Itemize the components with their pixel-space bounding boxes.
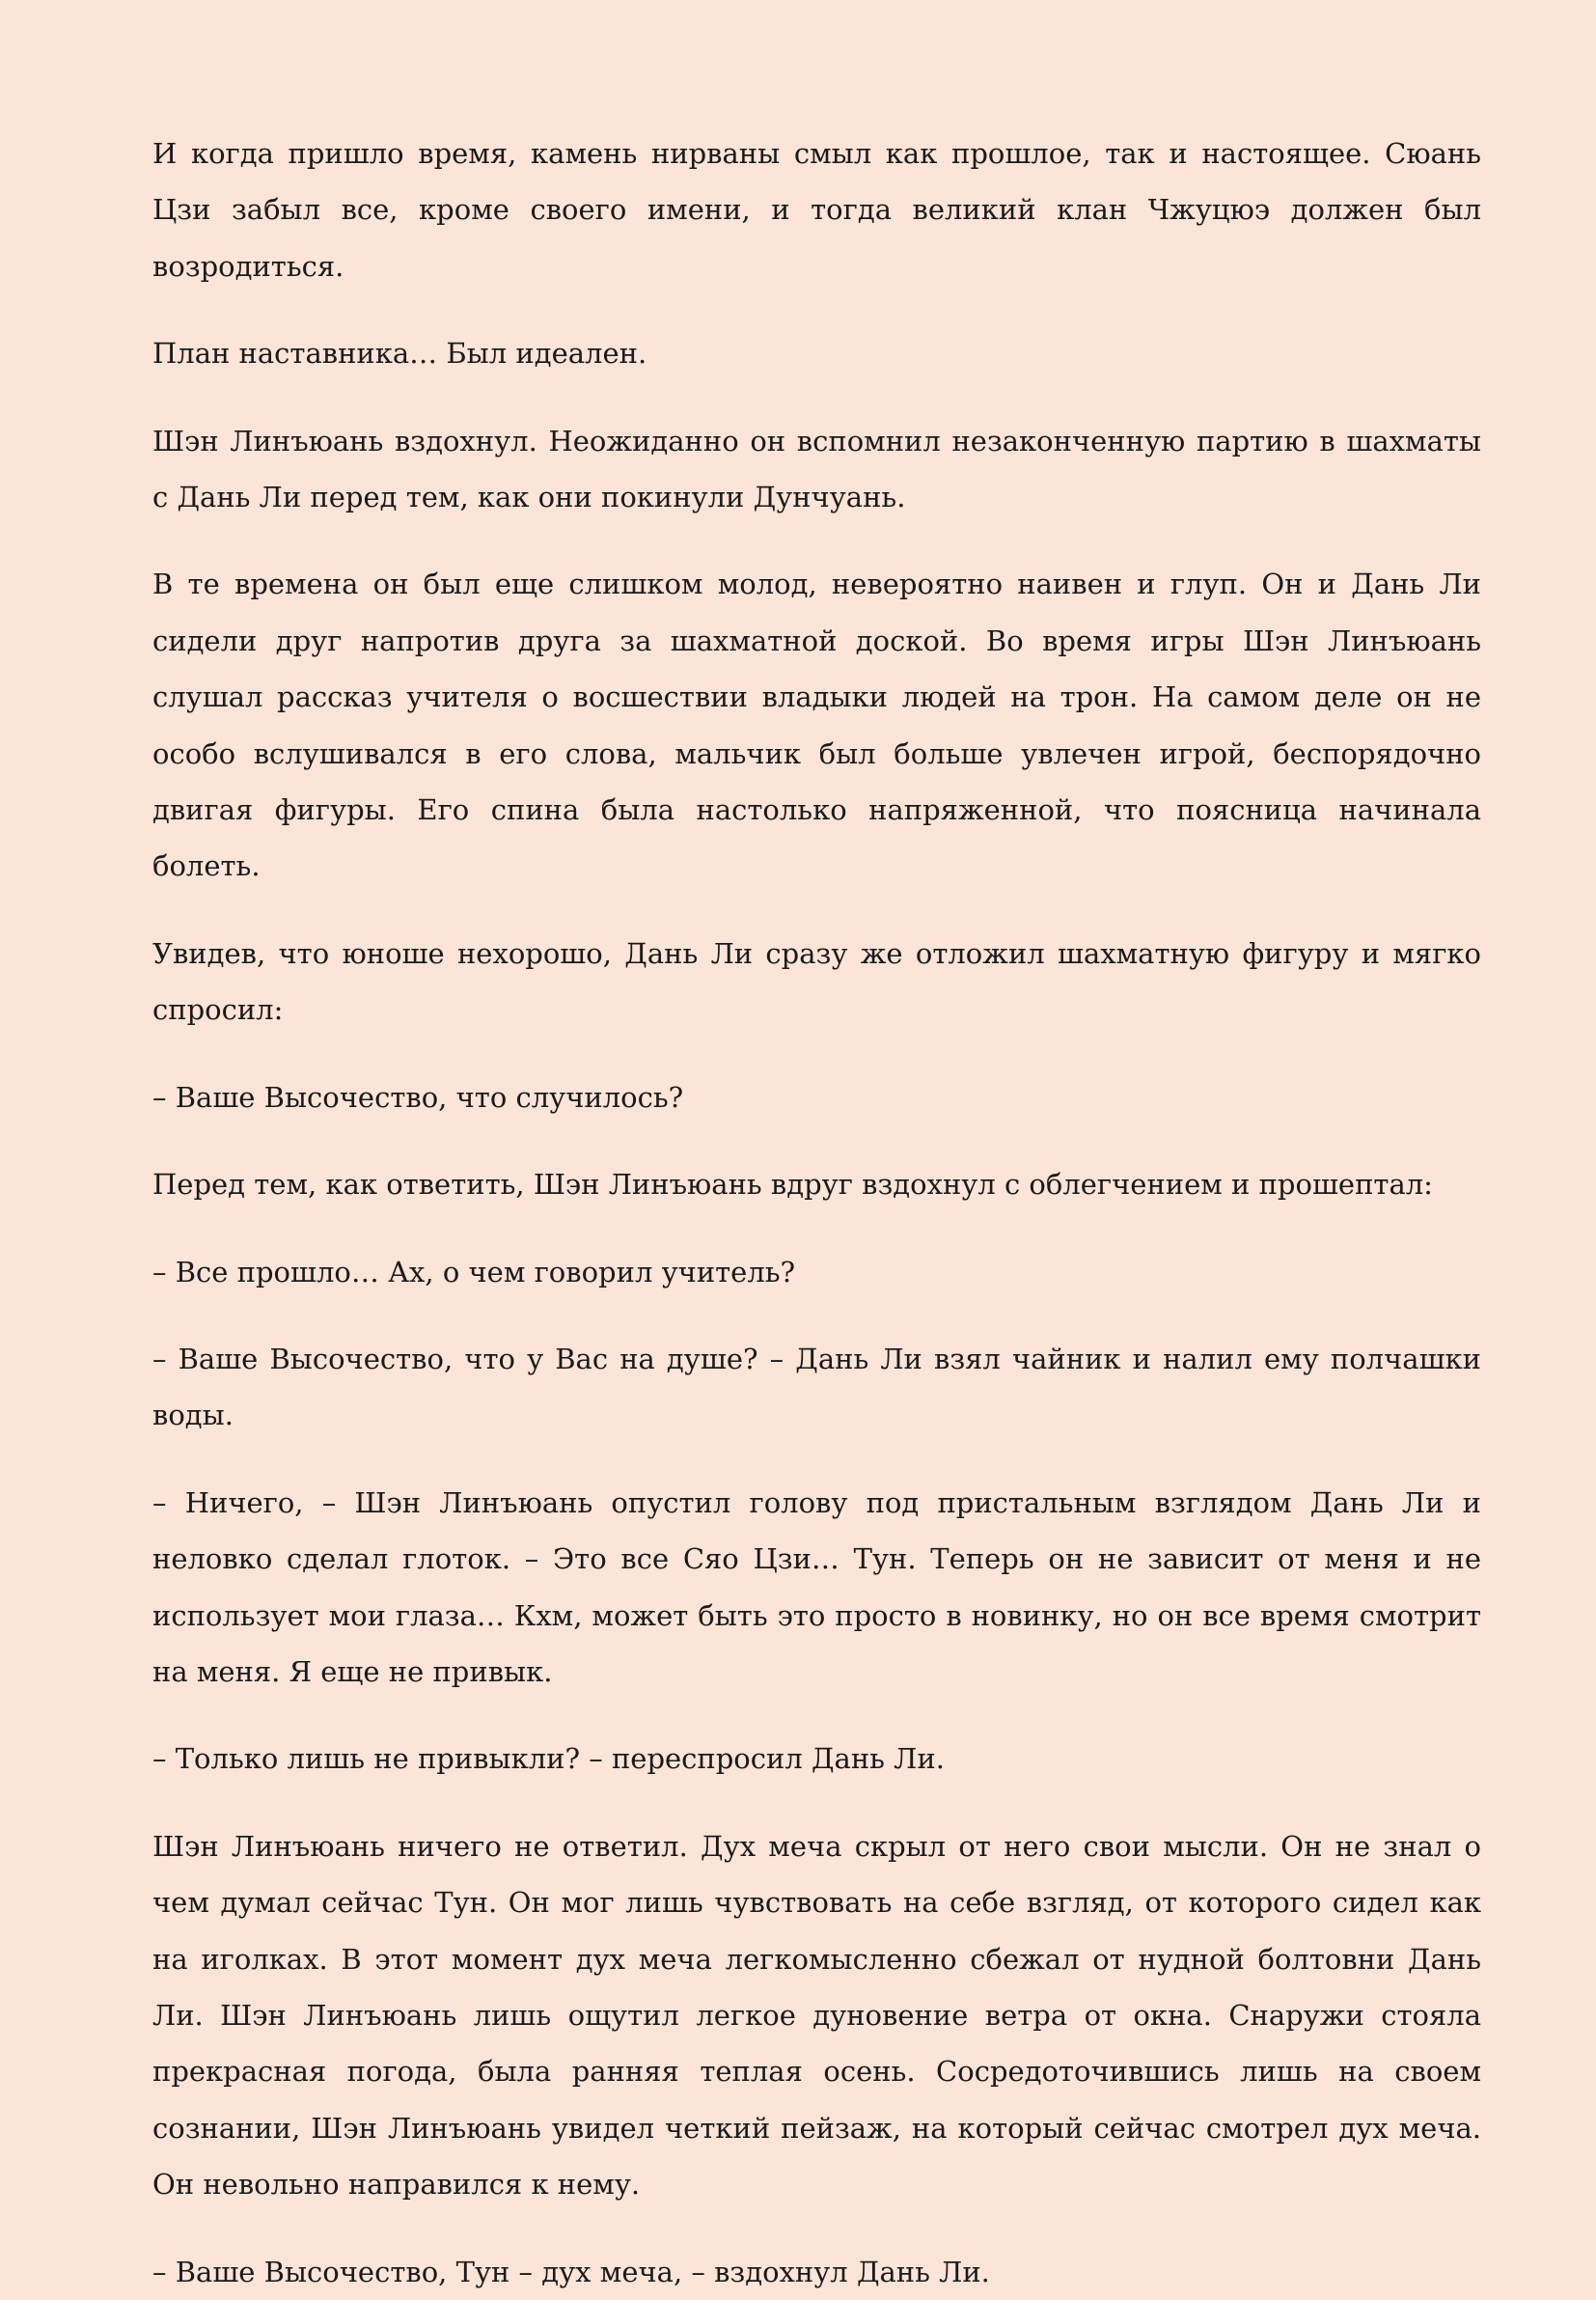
paragraph: – Ваше Высочество, что у Вас на душе? – Дань Ли взял чайник и налил ему полчашки воды.	[152, 1342, 1481, 1432]
paragraph: – Все прошло… Ах, о чем говорил учитель?	[152, 1255, 796, 1289]
paragraph: – Ваше Высочество, Тун – дух меча, – вздохнул Дань Ли.	[152, 2255, 990, 2288]
paragraph: – Только лишь не привыкли? – переспросил Дань Ли.	[152, 1742, 945, 1776]
paragraph: Шэн Линъюань ничего не ответил. Дух меча скрыл от него свои мысли. Он не знал о чем думал сейчас Тун. Он мог лишь чувствовать на себе взгляд, от которого сидел как на иголках. В этот момент дух меча легкомысленно сбежал от нудной болтовни Дань Ли. Шэн Линъюань лишь ощутил легкое дуновение ветра от окна. Снаружи стояла прекрасная погода, была ранняя теплая осень. Сосредоточившись лишь на своем сознании, Шэн Линъюань увидел четкий пейзаж, на который сейчас смотрел дух меча. Он невольно направился к нему.	[152, 1829, 1481, 2202]
paragraph: И когда пришло время, камень нирваны смыл как прошлое, так и настоящее. Сюань Цзи забыл все, кроме своего имени, и тогда великий клан Чжуцюэ должен был возродиться.	[152, 137, 1481, 283]
document-body	[152, 125, 1481, 2300]
paragraph: – Ничего, – Шэн Линъюань опустил голову под пристальным взглядом Дань Ли и неловко сделал глоток. – Это все Сяо Цзи… Тун. Теперь он не зависит от меня и не использует мои глаза… Кхм, может быть это просто в новинку, но он все время смотрит на меня. Я еще не привык.	[152, 1485, 1481, 1688]
paragraph: Увидев, что юноше нехорошо, Дань Ли сразу же отложил шахматную фигуру и мягко спросил:	[152, 936, 1481, 1027]
paragraph: План наставника… Был идеален.	[152, 337, 647, 371]
paragraph: – Ваше Высочество, что случилось?	[152, 1080, 684, 1114]
paragraph: В те времена он был еще слишком молод, невероятно наивен и глуп. Он и Дань Ли сидели друг напротив друга за шахматной доской. Во время игры Шэн Линъюань слушал рассказ учителя о восшествии владыки людей на трон. На самом деле он не особо вслушивался в его слова, мальчик был больше увлечен игрой, беспорядочно двигая фигуры. Его спина была настолько напряженной, что поясница начинала болеть.	[152, 568, 1481, 883]
paragraph: Шэн Линъюань вздохнул. Неожиданно он вспомнил незаконченную партию в шахматы с Дань Ли перед тем, как они покинули Дунчуань.	[152, 424, 1481, 514]
paragraph: Перед тем, как ответить, Шэн Линъюань вдруг вздохнул с облегчением и прошептал:	[152, 1168, 1433, 1202]
